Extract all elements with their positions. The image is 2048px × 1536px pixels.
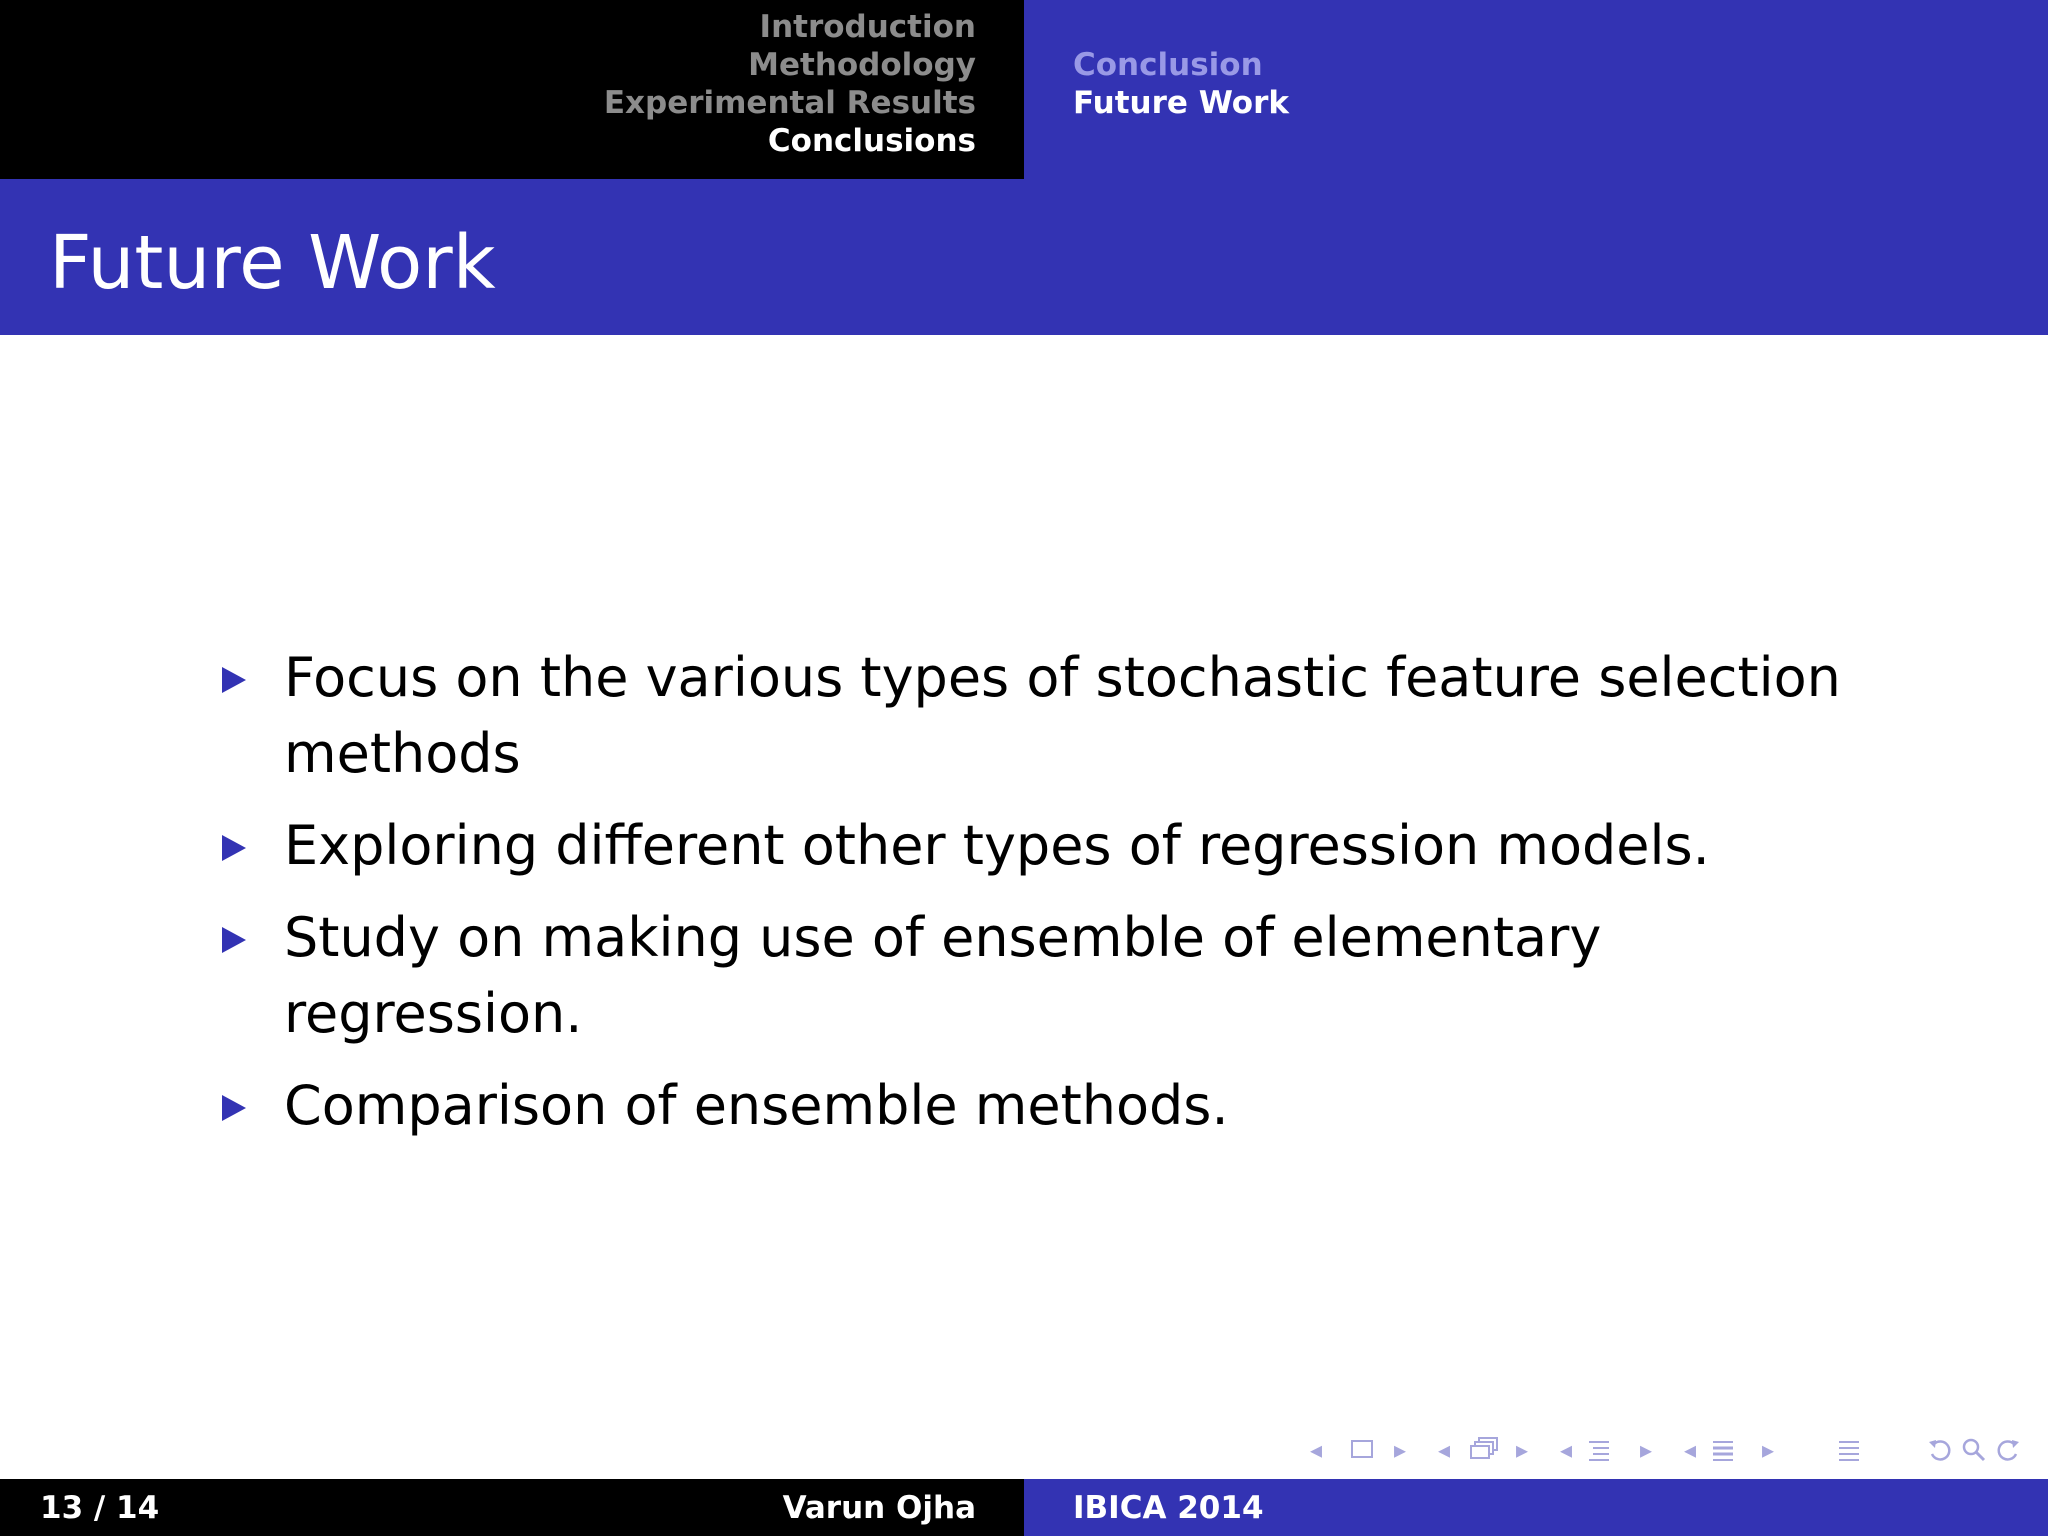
navigation-symbols (1310, 1432, 2030, 1468)
bullet-item (220, 640, 1860, 792)
page-number: 13 / 14 (40, 1490, 160, 1526)
bullet-item (220, 1068, 1860, 1144)
prev-subsection-icon[interactable]: ◂ (1560, 1436, 1573, 1464)
outline-icon[interactable] (1836, 1438, 1862, 1462)
prev-slide-icon[interactable]: ◂ (1310, 1436, 1323, 1464)
search-icon[interactable] (1960, 1436, 1988, 1464)
section-list (604, 8, 976, 160)
frame-title: Future Work (49, 220, 496, 306)
footer-conference: IBICA 2014 (1073, 1490, 1264, 1526)
next-frame-icon[interactable]: ▸ (1516, 1436, 1529, 1464)
triangle-bullet-icon (222, 927, 246, 953)
section-icon[interactable] (1710, 1438, 1736, 1462)
subsection-list (1073, 46, 1289, 122)
bullet-text: Comparison of ensemble methods. (284, 1074, 1229, 1137)
bullet-item (220, 808, 1860, 884)
next-section-icon[interactable]: ▸ (1762, 1436, 1775, 1464)
subsection-icon[interactable] (1586, 1438, 1612, 1462)
bullet-list (220, 640, 1860, 1160)
subsection-navigation (1024, 0, 2048, 179)
section-navigation (0, 0, 1024, 179)
frame-title-bar (0, 179, 2048, 335)
undo-icon[interactable] (1926, 1436, 1954, 1464)
frame-icon[interactable] (1468, 1436, 1500, 1462)
footer-right (1024, 1479, 2048, 1536)
triangle-bullet-icon (222, 1095, 246, 1121)
bullet-text: Study on making use of ensemble of elementary regression. (284, 906, 1602, 1045)
next-slide-icon[interactable]: ▸ (1394, 1436, 1407, 1464)
slide-icon[interactable] (1350, 1438, 1374, 1460)
triangle-bullet-icon (222, 835, 246, 861)
redo-icon[interactable] (1994, 1436, 2022, 1464)
section-methodology[interactable]: Methodology (748, 47, 976, 83)
prev-frame-icon[interactable]: ◂ (1438, 1436, 1451, 1464)
section-conclusions[interactable]: Conclusions (767, 123, 976, 159)
section-introduction[interactable]: Introduction (759, 9, 976, 45)
bullet-text: Exploring different other types of regression models. (284, 814, 1710, 877)
bullet-item (220, 900, 1860, 1052)
prev-section-icon[interactable]: ◂ (1684, 1436, 1697, 1464)
footer-author: Varun Ojha (782, 1490, 976, 1526)
next-subsection-icon[interactable]: ▸ (1640, 1436, 1653, 1464)
bullet-text: Focus on the various types of stochastic feature selection methods (284, 646, 1841, 785)
subsection-conclusion[interactable]: Conclusion (1073, 47, 1263, 83)
footer-left (0, 1479, 1024, 1536)
subsection-future-work[interactable]: Future Work (1073, 85, 1289, 121)
triangle-bullet-icon (222, 667, 246, 693)
section-experimental-results[interactable]: Experimental Results (603, 85, 976, 121)
